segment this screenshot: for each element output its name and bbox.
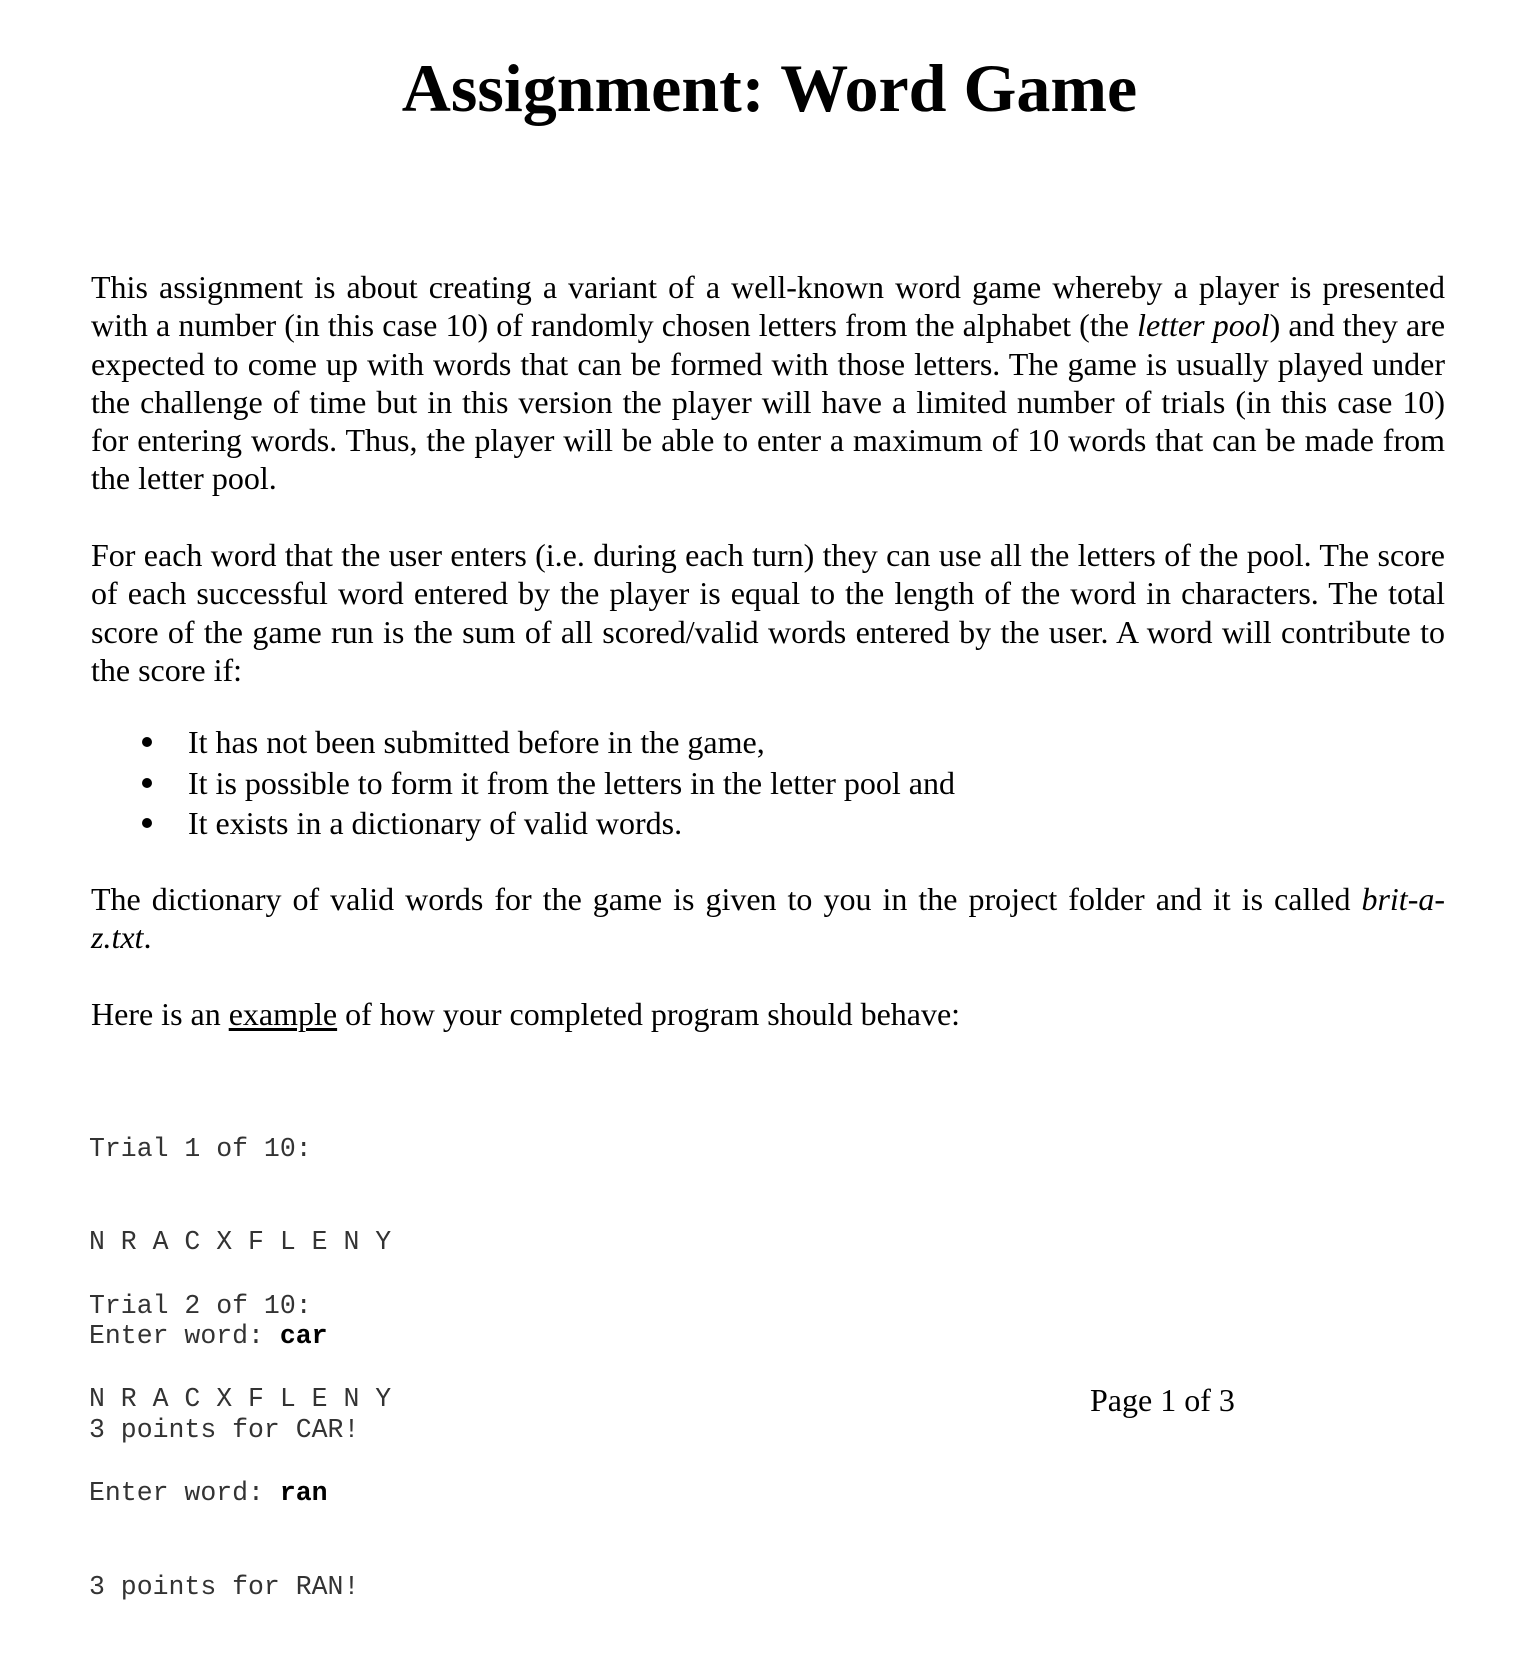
trial-header: Trial 1 of 10: [89,1133,312,1164]
bullet-icon [142,778,152,788]
prompt-line [89,1478,789,1509]
trial-block-2 [89,1228,789,1666]
rule-text: It has not been submitted before in the game, [188,724,765,760]
bullet-icon [142,737,152,747]
rules-list [91,722,1391,844]
dictionary-end: . [143,919,152,956]
letter-pool-line: N R A C X F L E N Y [89,1384,392,1415]
letter-pool-line: N R A C X F L E N Y [89,1227,392,1258]
example-intro-after: of how your completed program should behave: [337,996,961,1032]
dictionary-paragraph [91,880,1445,957]
user-input: ran [279,1478,328,1509]
intro-text-1: This assignment is about creating a variant of a well-known word game whereby a player is presented with a number (in this case 10) of randomly chosen letters from the alphabet (the [91,269,1445,344]
intro-text-2: ) and they are expected to come up with words that can be formed with those letters. The game is usually played under the challenge of time but in this version the player will have a limited number of trials (in this case 10) for entering words. Thus, the player will be able to enter a maximum of 10 words that can be made from the letter pool. [91,307,1446,497]
example-intro-before: Here is an [91,996,229,1032]
letter-pool-term: letter pool [1137,307,1270,344]
intro-paragraph [91,268,1445,498]
prompt-text: Enter word: [89,1321,280,1352]
bullet-icon [142,818,152,828]
list-item [91,803,1391,844]
result-line: 3 points for RAN! [89,1572,360,1603]
scoring-paragraph: For each word that the user enters (i.e. during each turn) they can use all the letters of the pool. The score of each successful word entered by the player is equal to the length of the word in characters. The total score of the game run is the sum of all scored/valid words entered by the user. A word will contribute to the score if: [91,537,1445,688]
page-title: Assignment: Word Game [401,50,1138,126]
page-number: Page 1 of 3 [1090,1382,1235,1418]
list-item [91,763,1391,804]
prompt-text: Enter word: [89,1478,280,1509]
dictionary-text: The dictionary of valid words for the game is given to you in the project folder and it is called [91,881,1362,917]
trial-header: Trial 2 of 10: [89,1290,312,1321]
result-line: 3 points for CAR! [89,1415,360,1446]
example-intro-paragraph [91,995,1445,1033]
dictionary-filename: brit-a-z.txt [91,881,1445,956]
list-item [91,722,1391,763]
rule-text: It exists in a dictionary of valid words. [188,805,683,841]
example-underlined: example [228,996,338,1032]
rule-text: It is possible to form it from the letters in the letter pool and [188,764,955,801]
user-input: car [279,1321,328,1352]
